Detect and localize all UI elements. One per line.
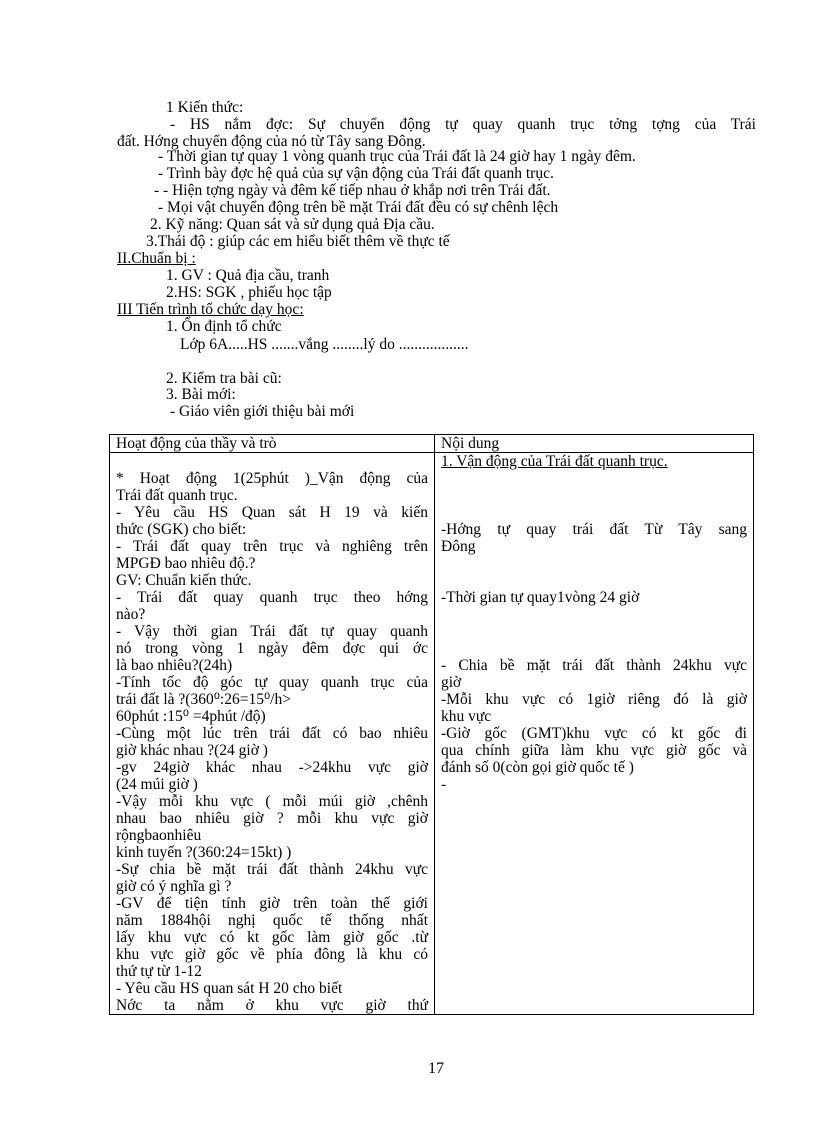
table-body-row <box>110 453 754 1015</box>
activity-line: thứ tự từ 1-12 <box>116 963 202 980</box>
activity-line: nhau bao nhiêu giờ ? mỗi khu vực giờ <box>116 810 428 827</box>
procedure-step-2: 2. Kiểm tra bài cũ: <box>166 370 282 387</box>
activity-line: -Sự chia bề mặt trái đất thành 24khu vực <box>116 861 428 878</box>
procedure-step-3: 3. Bài mới: <box>166 386 236 403</box>
activity-line: -Cùng một lúc trên trái đất có bao nhiêu <box>116 725 428 742</box>
class-attendance-line: Lớp 6A.....HS .......vắng ........lý do .................. <box>180 336 469 353</box>
header-content: Nội dung <box>435 435 754 453</box>
content-line: - Chia bề mặt trái đất thành 24khu vực <box>441 657 747 674</box>
activity-line: - Trái đất quay trên trục và nghiêng trên <box>116 538 428 555</box>
content-cell <box>435 453 754 1015</box>
activity-line: GV: Chuẩn kiến thức. <box>116 572 252 589</box>
preparation-heading: II.Chuẩn bị : <box>117 250 196 267</box>
activity-line: -Tính tốc độ góc tự quay quanh trục của <box>116 674 428 691</box>
content-section-title: 1. Vận động của Trái đất quanh trục. <box>441 453 668 470</box>
activity-line: giờ có ý nghĩa gì ? <box>116 878 232 895</box>
activity-line: - Vậy thời gian Trái đất tự quay quanh <box>116 623 428 640</box>
page-number: 17 <box>428 1060 444 1077</box>
activity-line: - Yêu cầu HS quan sát H 20 cho biết <box>116 980 343 997</box>
lesson-table <box>109 434 754 1015</box>
activity-line: - Yêu cầu HS Quan sát H 19 và kiến <box>116 504 428 521</box>
activity-line: 60phút :15⁰ =4phút /độ) <box>116 708 266 725</box>
content-line: -Hớng tự quay trái đất Từ Tây sang <box>441 521 747 538</box>
knowledge-item-1a: - HS nắm đợc: Sự chuyển động tự quay quanh trục tởng tợng của Trái <box>170 116 756 133</box>
content-line: -Thời gian tự quay1vòng 24 giờ <box>441 589 640 606</box>
activity-line: MPGĐ bao nhiêu độ.? <box>116 555 256 572</box>
content-line: khu vực <box>441 708 492 725</box>
content-line: -Giờ gốc (GMT)khu vực có kt gốc đi <box>441 725 747 742</box>
table-header-row <box>110 435 754 453</box>
content-line: -Mỗi khu vực có 1giờ riêng đó là giờ <box>441 691 747 708</box>
activity-line: lấy khu vực có kt gốc làm giờ gốc .từ <box>116 929 428 946</box>
activity-line: -gv 24giờ khác nhau ->24khu vực giờ <box>116 759 428 776</box>
procedure-heading: III Tiến trình tổ chức dạy học: <box>117 301 304 318</box>
activity-line: giờ khác nhau ?(24 giờ ) <box>116 742 268 759</box>
activity-line: rộngbaonhiêu <box>116 827 202 844</box>
activity-line: - Trái đất quay quanh trục theo hớng <box>116 589 428 606</box>
activity-line: trái đất là ?(360⁰:26=15⁰/h> <box>116 691 291 708</box>
activity-line: năm 1884hội nghị quốc tế thống nhất <box>116 912 428 929</box>
activity-line: nào? <box>116 606 146 623</box>
header-activities: Hoạt động của thầy và trò <box>110 435 435 453</box>
activity-line: (24 múi giờ ) <box>116 776 198 793</box>
skills-line: 2. Kỹ năng: Quan sát và sử dụng quả Địa cầu. <box>150 216 435 233</box>
content-line: Đông <box>441 538 476 555</box>
procedure-intro: - Giáo viên giới thiệu bài mới <box>170 403 355 420</box>
knowledge-item-1b: đất. Hớng chuyển động của nó từ Tây sang Đông. <box>117 133 426 150</box>
attitude-line: 3.Thái độ : giúp các em hiểu biết thêm về thực tế <box>146 233 450 250</box>
procedure-step-1: 1. Ổn định tổ chức <box>166 318 282 335</box>
knowledge-item-3: - Trình bày đợc hệ quả của sự vận động của Trái đất quanh trục. <box>158 165 554 182</box>
activity-line: Nớc ta nằm ở khu vực giờ thứ <box>116 997 428 1014</box>
content-line: qua chính giữa làm khu vực giờ gốc và <box>441 742 747 759</box>
activity-line: -GV để tiện tính giờ trên toàn thế giới <box>116 895 428 912</box>
knowledge-item-4: - - Hiện tợng ngày và đêm kế tiếp nhau ở khắp nơi trên Trái đất. <box>154 182 551 199</box>
activity-line: * Hoạt động 1(25phút )_Vận động của <box>116 470 428 487</box>
activity-line: -Vậy mỗi khu vực ( mỗi múi giờ ,chênh <box>116 793 428 810</box>
knowledge-item-2: - Thời gian tự quay 1 vòng quanh trục của Trái đất là 24 giờ hay 1 ngày đêm. <box>158 148 636 165</box>
activity-line: là bao nhiêu?(24h) <box>116 657 233 674</box>
preparation-hs: 2.HS: SGK , phiếu học tập <box>166 284 332 301</box>
activities-cell <box>110 453 435 1015</box>
content-line: - <box>441 776 447 793</box>
activity-line: kinh tuyến ?(360:24=15kt) ) <box>116 844 292 861</box>
activity-line: thức (SGK) cho biết: <box>116 521 247 538</box>
knowledge-heading: 1 Kiến thức: <box>166 99 244 116</box>
content-line: giờ <box>441 674 462 691</box>
activity-line: Trái đất quanh trục. <box>116 487 238 504</box>
knowledge-item-5: - Mọi vật chuyển động trên bề mặt Trái đất đều có sự chênh lệch <box>158 199 559 216</box>
content-line: đánh số 0(còn gọi giờ quốc tế ) <box>441 759 634 776</box>
preparation-gv: 1. GV : Quả địa cầu, tranh <box>166 267 330 284</box>
activity-line: nó trong vòng 1 ngày đêm đợc qui ớc <box>116 640 428 657</box>
activity-line: khu vực giờ gốc về phía đông là khu có <box>116 946 428 963</box>
